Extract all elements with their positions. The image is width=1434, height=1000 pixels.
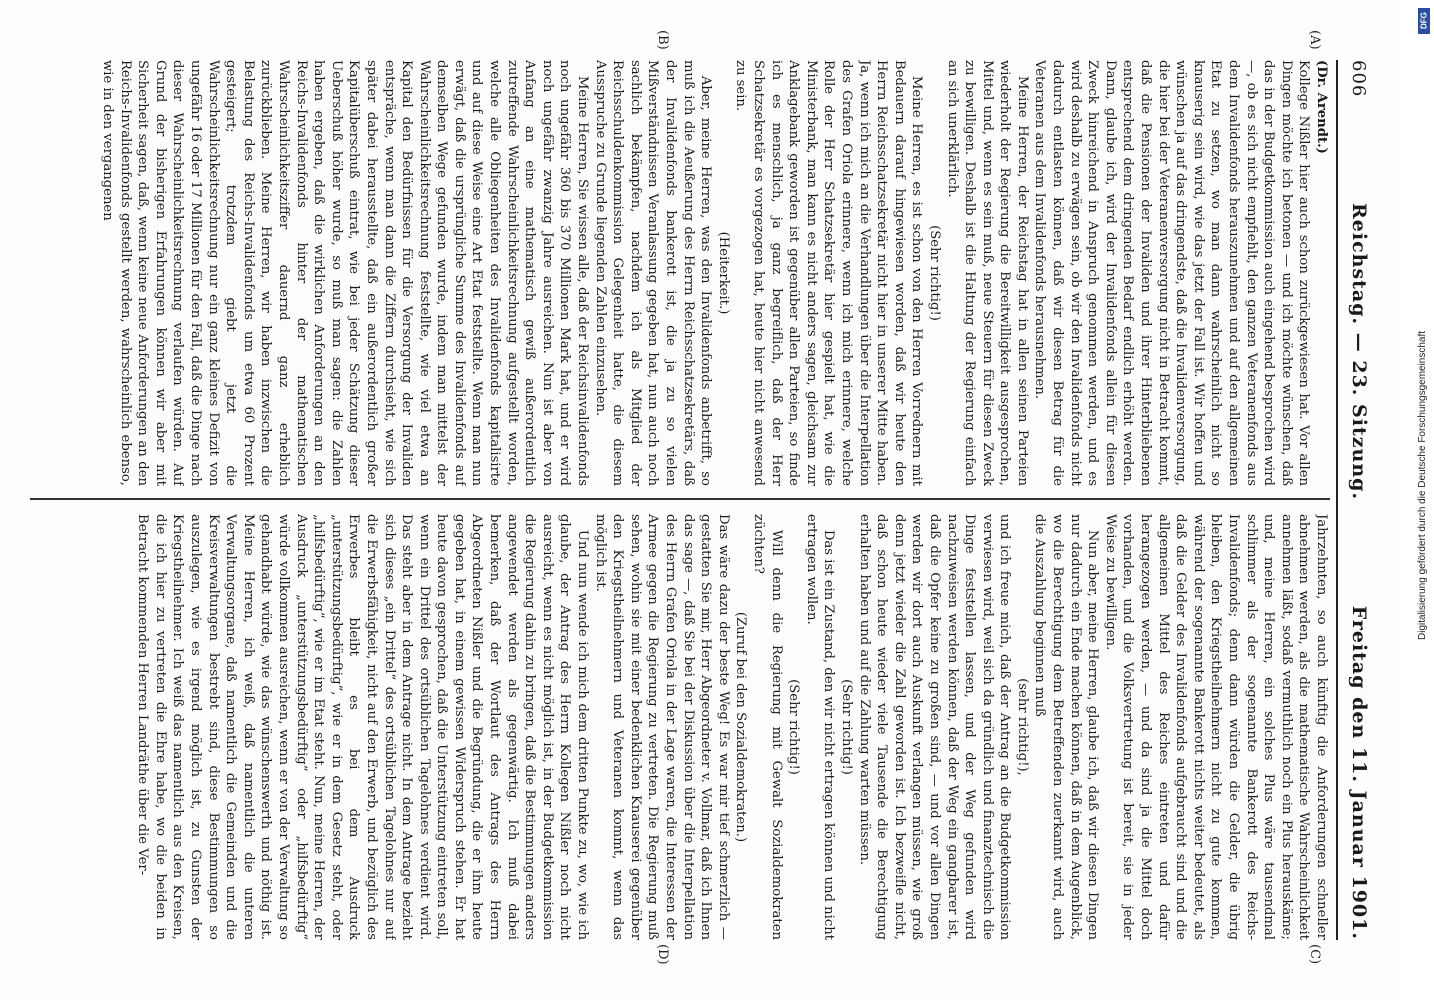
- page-header: [1340, 60, 1370, 940]
- interjection: (Sehr richtig!): [786, 679, 802, 775]
- paragraph: und ich freue mich, daß der Antrag an die Budgetkommission verwiesen wird, weil sich da gründlich und finanztechnisch die Dinge feststellen lassen, und der Weg gefunden wird nachzuweisen werden können, daß der Weg ein gangbarer ist, daß die Opfer keine zu großen sind, — und vor allen Dingen werden wir dort auch Auskunft verlangen müssen, wie groß denn jetzt wieder die Zahl geworden ist. Ich bezweifle nicht, daß schon heute wieder viele Tausende die Berechtigung erhalten haben und auf die Zahlung warten müssen.: [856, 514, 1013, 940]
- paragraph: Meine Herren, der Reichstag hat in allen seinen Parteien wiederholt der Regierung die Bereitwilligkeit ausgesprochen, Mittel und, wenn es sein muß, neue Steuern für diesen Zweck zu bewilligen. Deshalb ist die Haltung der Regierung einfach an sich unerklärlich.: [944, 60, 1030, 486]
- paragraph: Nun aber, meine Herren, glaube ich, daß wir diesen Dingen nur dadurch ein Ende machen können, daß in dem Augenblick, wo die Berechtigung dem Betreffenden zuerkannt wird, auch die Auszahlung beginnen muß: [1032, 514, 1101, 940]
- page-number: 606: [1348, 60, 1369, 98]
- paragraph: Jahrzehnten, so auch künftig die Anforderungen schneller abnehmen werden, als die mathematische Wahrscheinlichkeit annehmen läßt, sodaß vermuthlich noch ein Plus herauskäme; und, meine Herren, ein solches Plus wäre tausendmal schlimmer als der sogenannte Bankerott des Reichs-Invalidenfonds; denn dann würden die Gelder, die übrig bleiben, den Kriegstheilnehmern nicht zu gute kommen, während der sogenannte Bankerott nichts weiter bedeutet, als daß die Gelder des Invalidenfonds aufgebraucht sind und die allgemeinen Mittel des Reiches eintreten und dafür herangezogen werden, — und da sind ja die Mittel doch vorhanden, und die Volksvertretung ist bereit, sie in jeder Weise zu bewilligen.: [1102, 514, 1329, 940]
- margin-letter-b: (B): [655, 30, 670, 50]
- paragraph: Meine Herren, es ist schon von den Herren Vorrednern mit Bedauern darauf hingewiesen worden, daß wir heute den Herrn Reichsschatzsekretär nicht hier in unserer Mitte haben. Ja, wenn ich mich an die Verhandlungen über die Interpellation des Grafen Oriola erinnere, wenn ich mich erinnere, welche Rolle der Herr Schatzsekretär hier gespielt hat, wie die Ministerbank, man kann es nicht anders sagen, gleichsam zur Anklagebank geworden ist gegenüber allen Parteien, so finde ich es menschlich, ja ganz begreiflich, daß der Herr Schatzsekretär es vorgezogen hat, heute hier nicht anwesend zu sein.: [733, 60, 925, 486]
- column-divider: [30, 498, 1330, 500]
- dfg-logo: DFG: [1418, 8, 1430, 34]
- right-column: [30, 514, 1330, 940]
- paragraph: Und nun wende ich mich dem dritten Punkte zu, wo, wie ich glaube, der Antrag des Herrn Kollegen Nißler noch nicht ausreicht, wenn es nicht möglich ist, in der Budgetkommission die Regierung dahin zu bringen, daß die Bestimmungen anders angewendet werden als gegenwärtig. Ich muß dabei bemerken, daß der Wortlaut des Antrags des Herrn Abgeordneten Nißler und die Begründung, die er ihm heute gegeben hat, in einem gewissen Widerspruch stehen. Er hat heute davon gesprochen, daß die Unterstützung eintreten soll, wenn ein Drittel des ortsüblichen Tagelohnes verdient wird. Das steht aber in dem Antrage nicht. In dem Antrage bezieht sich dieses „ein Drittel“ des ortsüblichen Tagelohnes nur auf die Erwerbsfähigkeit, nicht auf den Erwerb, und bezüglich des Erwerbes bleibt es bei dem Ausdruck „unterstützungsbedürftig“, wie er in dem Gesetz steht, oder „hilfsbedürftig“, wie er im Etat steht. Nun, meine Herren, der Ausdruck „unterstützungsbedürftig“ oder „hilfsbedürftig“ würde vollkommen ausreichen, wenn er von der Verwaltung so gehandhabt würde, wie das wünschenswerth und nöthig ist. Meine Herren, ich weiß, daß namentlich die unteren Verwaltungsorgane, daß namentlich die Gemeinden und die Kreisverwaltungen bestrebt sind, diese Bestimmungen so auszulegen, wie es irgend möglich ist, zu Gunsten der Kriegstheilnehmer. Ich weiß das namentlich aus den Kreisen, die ich hier zu vertreten die Ehre habe, wo die beiden in Betracht kommenden Herren Landräthe über die Ver-: [135, 514, 591, 940]
- header-right: Freitag den 11. Januar 1901.: [1348, 605, 1370, 940]
- header-rule: [1336, 60, 1338, 940]
- paragraph: Meine Herren, Sie wissen alle, daß der Reichsinvalidenfonds noch ungefähr 360 bis 370 Millionen Mark hat, und er wird noch ungefähr zwanzig Jahre ausreichen. Nun ist aber von Anfang an eine mathematisch gewiß außerordentlich zutreffende Wahrscheinlichkeitsrechnung aufgestellt worden, welche alle Obliegenheiten des Invalidenfonds kapitalisirte und auf diese Weise eine Art Etat feststellte. Wenn man nun erwägt, daß die ursprüngliche Summe des Invalidenfonds auf demselben Wege gefunden wurde, indem man mittelst der Wahrscheinlichkeitsrechnung feststellte, wie viel etwa an Kapital den Bedürfnissen für die Versorgung der Invaliden entspräche, wenn man dann die Ziffern durchsieht, wie sich später dabei herausstellte, daß ein außerordentlich großer Kapitalüberschuß eintrat, wie bei jeder Schätzung dieser Ueberschuß höher wurde, so muß man sagen: die Zahlen haben ergeben, daß die wirklichen Anforderungen an den Reichs-Invalidenfonds hinter der mathematischen Wahrscheinlichkeitsziffer dauernd ganz erheblich zurückblieben. Meine Herren, wir haben inzwischen die Belastung des Reichs-Invalidenfonds um etwa 60 Prozent gesteigert; trotzdem giebt jetzt die Wahrscheinlichkeitsrechnung nur ein ganz kleines Defizit von ungefähr 16 oder 17 Millionen für den Fall, daß die Dinge nach dieser Wahrscheinlichkeitsrechnung verlaufen würden. Auf Grund der bisherigen Erfahrungen können wir aber mit Sicherheit sagen, daß, wenn keine neue Anforderungen an den Reichs-Invalidenfonds gestellt werden, wahrscheinlich ebenso, wie in den vergangenen: [100, 60, 591, 486]
- margin-letter-c: (C): [1307, 944, 1322, 965]
- left-column: [30, 60, 1330, 486]
- digitization-credit: Digitalisierung gefördert durch die Deutsche Forschungsgemeinschaft: [1417, 330, 1428, 640]
- interjection: (sehr richtig!),: [1014, 678, 1030, 776]
- paragraph: Aber, meine Herren, was den Invalidenfonds anbetrifft, so muß ich die Aeußerung des Herrn Reichsschatzsekretärs, daß der Invalidenfonds bankerott ist, die ja zu so vielen Mißverständnissen Veranlassung gegeben hat, nun auch noch sachlich bekämpfen, nachdem ich als Mitglied der Reichsschuldenkommission Gelegenheit hatte, die diesem Ausspruche zu Grunde liegenden Zahlen einzusehen.: [592, 60, 714, 486]
- interjection: (Sehr richtig!): [838, 679, 854, 775]
- interjection: (Sehr richtig!): [926, 225, 942, 321]
- margin-letter-a: (A): [1307, 30, 1322, 50]
- interjection: (Zuruf bei den Sozialdemokraten.): [733, 611, 749, 843]
- paragraph: Kollege Nißler hier auch schon zurückgewiesen hat. Vor allen Dingen möchte ich betonen — und ich möchte wünschen, daß das in der Budgetkommission auch eingehend besprochen wird —, ob es sich nicht empfiehlt, den ganzen Veteranenfonds aus dem Invalidenfonds herauszunehmen und auf den allgemeinen Etat zu setzen, wo man dann wahrscheinlich nicht so knauserig sein wird, wie das jetzt der Fall ist. Wir hoffen und wünschen ja auf das dringendste, daß die Invalidenversorgung, die hier bei der Veteranenversorgung nicht in Betracht kommt, daß die Pensionen der Invaliden und ihrer Hinterbliebenen entsprechend dem dringenden Bedarf endlich erhöht werden. Dann, glaube ich, wird der Invalidenfonds allein für diesen Zweck hinreichend in Anspruch genommen werden, und es wird deshalb zu erwägen sein, ob wir den Invalidenfonds nicht dadurch entlasten können, daß wir diesen Betrag für die Veteranen aus dem Invalidenfonds herausnehmen.: [1032, 60, 1312, 486]
- margin-letter-d: (D): [655, 944, 670, 965]
- paragraph: Das ist ein Zustand, den wir nicht ertragen können und nicht ertragen wollen.: [803, 514, 837, 940]
- interjection: (Heiterkeit.): [715, 231, 731, 315]
- header-left: Reichstag. — 23. Sitzung.: [1348, 202, 1370, 501]
- paragraph: Das wäre dazu der beste Weg! Es war mir tief schmerzlich — gestatten Sie mir, Herr Abgeordneter v. Vollmar, daß ich Ihnen das sage —, daß Sie bei der Diskussion über die Interpellation des Herrn Grafen Oriola in der Lage waren, die Interessen der Armee gegen die Regierung zu vertreten. Die Regierung muß sehen, wohin sie mit einer bedenklichen Knauserei gegenüber den Kriegstheilnehmern und Veteranen kommt, wenn das möglich ist.: [592, 514, 731, 940]
- paragraph: Will denn die Regierung mit Gewalt Sozialdemokraten züchten?: [751, 514, 784, 940]
- speaker-label: (Dr. Arendt.): [1314, 60, 1329, 154]
